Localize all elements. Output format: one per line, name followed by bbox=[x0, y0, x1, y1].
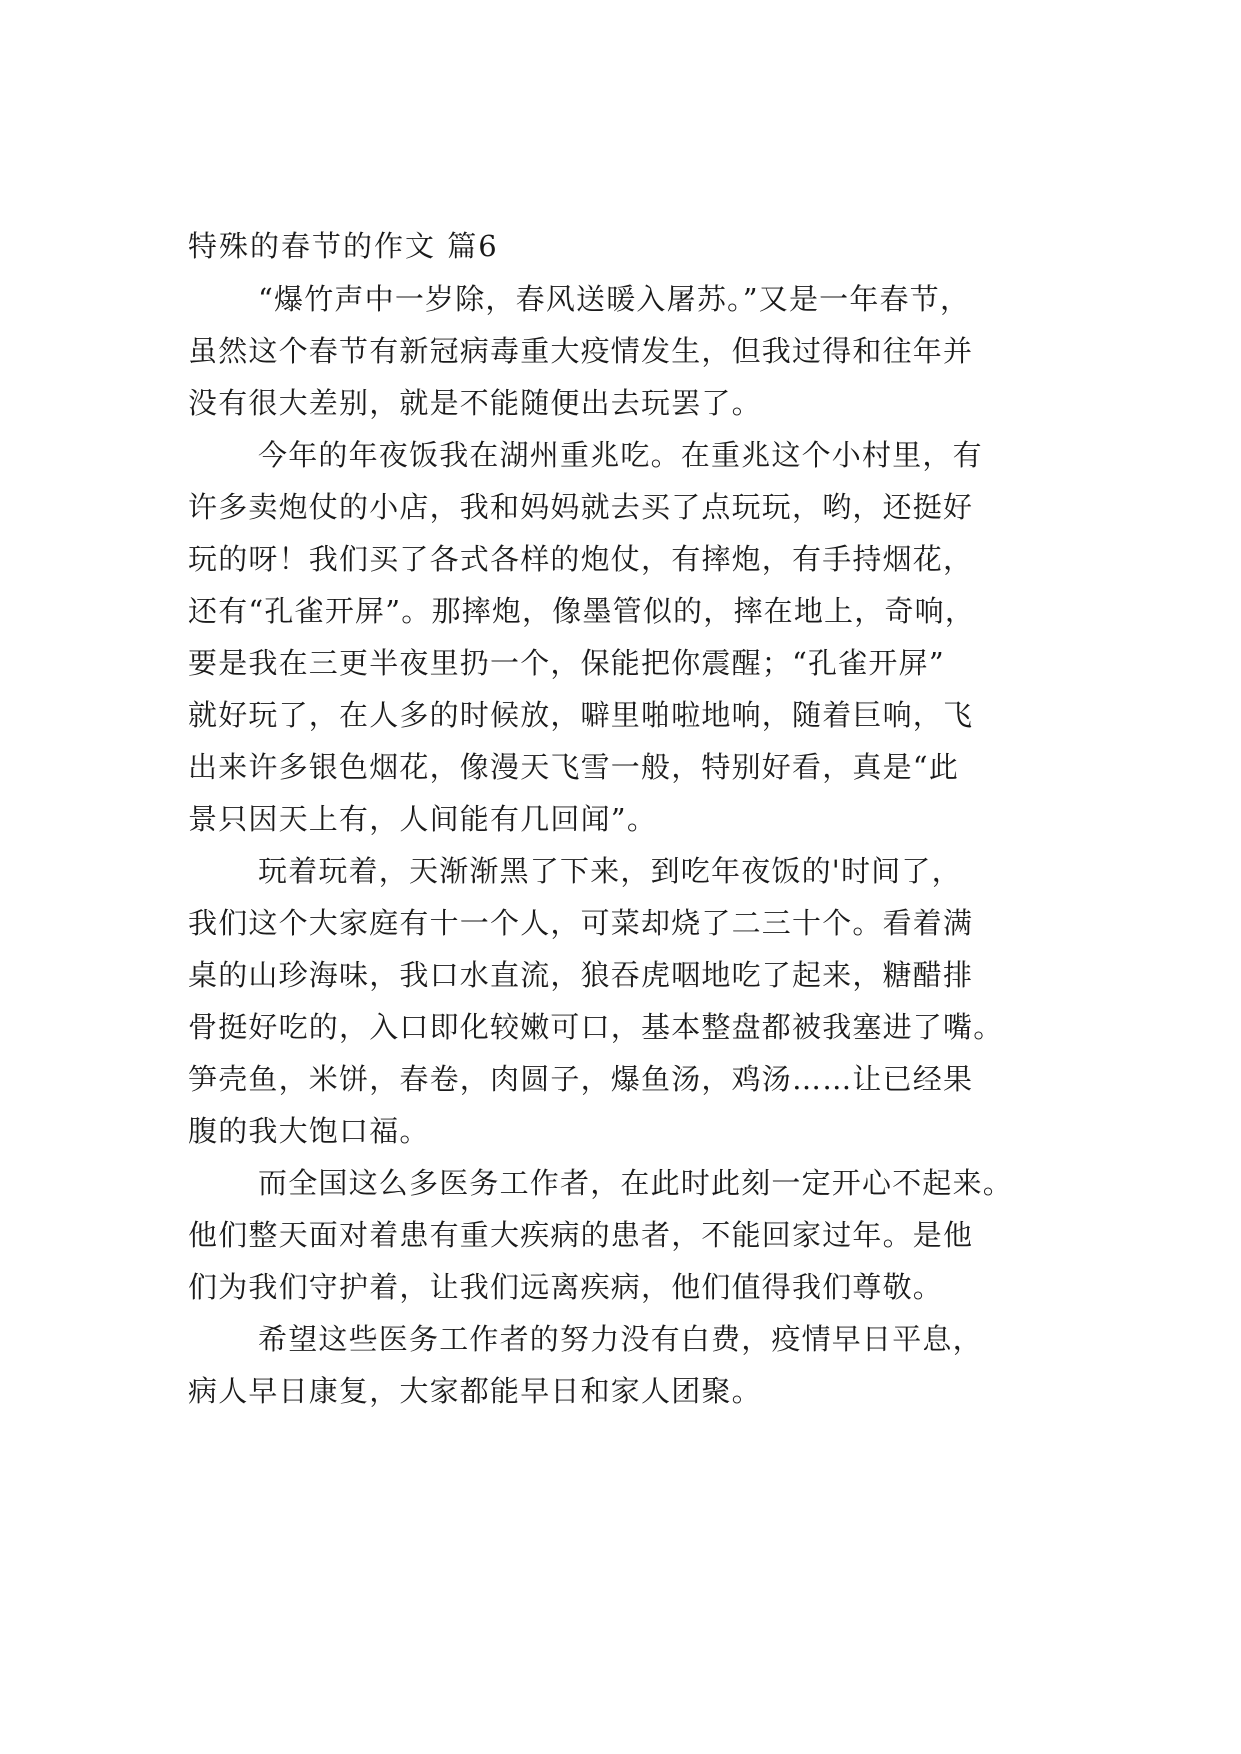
text-line: 笋壳鱼，米饼，春卷，肉圆子，爆鱼汤，鸡汤……让已经果 bbox=[188, 1062, 974, 1096]
text-line: 我们这个大家庭有十一个人，可菜却烧了二三十个。看着满 bbox=[188, 906, 974, 940]
text-line: 桌的山珍海味，我口水直流，狼吞虎咽地吃了起来，糖醋排 bbox=[188, 958, 974, 992]
document-title: 特殊的春节的作文 篇6 bbox=[188, 229, 499, 263]
text-line: 玩着玩着，天渐渐黑了下来，到吃年夜饭的'时间了， bbox=[258, 854, 962, 888]
text-line: 们为我们守护着，让我们远离疾病，他们值得我们尊敬。 bbox=[188, 1270, 944, 1304]
text-line: 他们整天面对着患有重大疾病的患者，不能回家过年。是他 bbox=[188, 1218, 974, 1252]
text-line: 骨挺好吃的，入口即化较嫩可口，基本整盘都被我塞进了嘴。 bbox=[188, 1010, 1004, 1044]
text-line: “爆竹声中一岁除，春风送暖入屠苏。”又是一年春节， bbox=[258, 282, 971, 316]
text-line: 玩的呀！我们买了各式各样的炮仗，有摔炮，有手持烟花， bbox=[188, 542, 974, 576]
text-line: 没有很大差别，就是不能随便出去玩罢了。 bbox=[188, 386, 762, 420]
text-line: 景只因天上有，人间能有几回闻”。 bbox=[188, 802, 658, 836]
text-line: 病人早日康复，大家都能早日和家人团聚。 bbox=[188, 1374, 762, 1408]
text-line: 腹的我大饱口福。 bbox=[188, 1114, 430, 1148]
text-line: 许多卖炮仗的小店，我和妈妈就去买了点玩玩，哟，还挺好 bbox=[188, 490, 974, 524]
text-line: 虽然这个春节有新冠病毒重大疫情发生，但我过得和往年并 bbox=[188, 334, 974, 368]
text-line: 还有“孔雀开屏”。那摔炮，像墨管似的，摔在地上，奇响， bbox=[188, 594, 976, 628]
text-line: 希望这些医务工作者的努力没有白费，疫情早日平息， bbox=[258, 1322, 983, 1356]
text-line: 今年的年夜饭我在湖州重兆吃。在重兆这个小村里，有 bbox=[258, 438, 983, 472]
text-line: 就好玩了，在人多的时候放，噼里啪啦地响，随着巨响，飞 bbox=[188, 698, 974, 732]
text-line: 要是我在三更半夜里扔一个，保能把你震醒；“孔雀开屏” bbox=[188, 646, 945, 680]
text-line: 出来许多银色烟花，像漫天飞雪一般，特别好看，真是“此 bbox=[188, 750, 960, 784]
text-line: 而全国这么多医务工作者，在此时此刻一定开心不起来。 bbox=[258, 1166, 1014, 1200]
